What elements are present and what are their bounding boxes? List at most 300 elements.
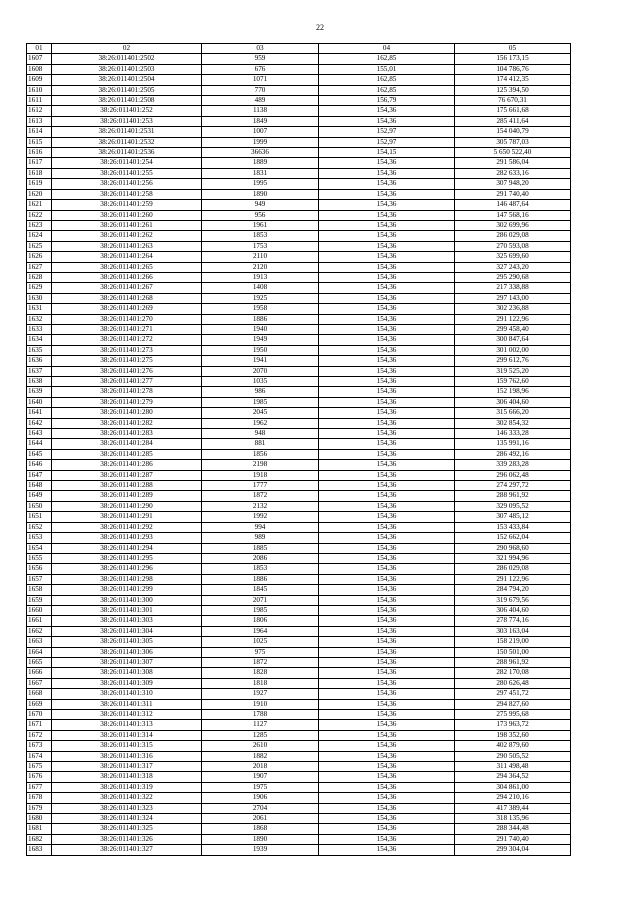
cadastral-value-cell: 301 002,00 bbox=[455, 345, 571, 355]
table-row bbox=[27, 834, 571, 844]
row-number-cell: 1651 bbox=[27, 512, 52, 522]
specific-value-cell: 154,36 bbox=[319, 574, 455, 584]
cadastral-number-cell: 38:26:011401:264 bbox=[52, 252, 202, 262]
area-cell: 2132 bbox=[202, 501, 319, 511]
cadastral-number-cell: 38:26:011401:303 bbox=[52, 616, 202, 626]
row-number-cell: 1662 bbox=[27, 626, 52, 636]
cadastral-number-cell: 38:26:011401:318 bbox=[52, 772, 202, 782]
row-number-cell: 1642 bbox=[27, 418, 52, 428]
specific-value-cell: 154,36 bbox=[319, 741, 455, 751]
specific-value-cell: 154,36 bbox=[319, 377, 455, 387]
area-cell: 1906 bbox=[202, 793, 319, 803]
row-number-cell: 1679 bbox=[27, 803, 52, 813]
row-number-cell: 1682 bbox=[27, 834, 52, 844]
cadastral-number-cell: 38:26:011401:275 bbox=[52, 356, 202, 366]
row-number-cell: 1675 bbox=[27, 762, 52, 772]
table-row bbox=[27, 782, 571, 792]
specific-value-cell: 154,36 bbox=[319, 720, 455, 730]
cadastral-value-cell: 307 948,20 bbox=[455, 179, 571, 189]
table-row bbox=[27, 522, 571, 532]
area-cell: 1985 bbox=[202, 397, 319, 407]
cadastral-number-cell: 38:26:011401:2505 bbox=[52, 85, 202, 95]
specific-value-cell: 154,36 bbox=[319, 637, 455, 647]
cadastral-value-cell: 286 492,16 bbox=[455, 449, 571, 459]
specific-value-cell: 154,36 bbox=[319, 324, 455, 334]
table-row bbox=[27, 637, 571, 647]
table-row bbox=[27, 481, 571, 491]
area-cell: 676 bbox=[202, 64, 319, 74]
cadastral-value-cell: 296 062,48 bbox=[455, 470, 571, 480]
cadastral-number-cell: 38:26:011401:298 bbox=[52, 574, 202, 584]
row-number-cell: 1613 bbox=[27, 116, 52, 126]
area-cell: 1949 bbox=[202, 335, 319, 345]
cadastral-number-cell: 38:26:011401:271 bbox=[52, 324, 202, 334]
area-cell: 36636 bbox=[202, 148, 319, 158]
area-cell: 1886 bbox=[202, 314, 319, 324]
specific-value-cell: 154,36 bbox=[319, 470, 455, 480]
row-number-cell: 1615 bbox=[27, 137, 52, 147]
row-number-cell: 1634 bbox=[27, 335, 52, 345]
cadastral-number-cell: 38:26:011401:280 bbox=[52, 408, 202, 418]
table-row bbox=[27, 595, 571, 605]
cadastral-number-cell: 38:26:011401:258 bbox=[52, 189, 202, 199]
area-cell: 1889 bbox=[202, 158, 319, 168]
table-row bbox=[27, 366, 571, 376]
cadastral-number-cell: 38:26:011401:315 bbox=[52, 741, 202, 751]
row-number-cell: 1663 bbox=[27, 637, 52, 647]
cadastral-number-cell: 38:26:011401:273 bbox=[52, 345, 202, 355]
cadastral-value-cell: 286 029,08 bbox=[455, 231, 571, 241]
cadastral-value-cell: 159 762,60 bbox=[455, 377, 571, 387]
cadastral-value-cell: 319 679,56 bbox=[455, 595, 571, 605]
area-cell: 948 bbox=[202, 429, 319, 439]
cadastral-number-cell: 38:26:011401:292 bbox=[52, 522, 202, 532]
cadastral-number-cell: 38:26:011401:2504 bbox=[52, 75, 202, 85]
area-cell: 2071 bbox=[202, 595, 319, 605]
cadastral-value-cell: 291 740,40 bbox=[455, 189, 571, 199]
cadastral-number-cell: 38:26:011401:256 bbox=[52, 179, 202, 189]
table-row bbox=[27, 220, 571, 230]
cadastral-value-cell: 146 333,28 bbox=[455, 429, 571, 439]
area-cell: 1285 bbox=[202, 730, 319, 740]
table-row bbox=[27, 168, 571, 178]
area-cell: 1845 bbox=[202, 585, 319, 595]
table-row bbox=[27, 304, 571, 314]
cadastral-number-cell: 38:26:011401:283 bbox=[52, 429, 202, 439]
cadastral-number-cell: 38:26:011401:286 bbox=[52, 460, 202, 470]
area-cell: 2704 bbox=[202, 803, 319, 813]
specific-value-cell: 154,36 bbox=[319, 387, 455, 397]
cadastral-number-cell: 38:26:011401:272 bbox=[52, 335, 202, 345]
cadastral-number-cell: 38:26:011401:278 bbox=[52, 387, 202, 397]
specific-value-cell: 154,36 bbox=[319, 366, 455, 376]
row-number-cell: 1644 bbox=[27, 439, 52, 449]
table-row bbox=[27, 283, 571, 293]
specific-value-cell: 154,36 bbox=[319, 106, 455, 116]
cadastral-number-cell: 38:26:011401:252 bbox=[52, 106, 202, 116]
specific-value-cell: 154,36 bbox=[319, 501, 455, 511]
cadastral-value-cell: 288 344,48 bbox=[455, 824, 571, 834]
table-row bbox=[27, 377, 571, 387]
page-number: 22 bbox=[316, 23, 324, 32]
specific-value-cell: 162,85 bbox=[319, 75, 455, 85]
row-number-cell: 1636 bbox=[27, 356, 52, 366]
row-number-cell: 1622 bbox=[27, 210, 52, 220]
cadastral-value-cell: 306 404,60 bbox=[455, 397, 571, 407]
area-cell: 770 bbox=[202, 85, 319, 95]
table-row bbox=[27, 668, 571, 678]
specific-value-cell: 154,36 bbox=[319, 647, 455, 657]
table-row bbox=[27, 158, 571, 168]
specific-value-cell: 154,36 bbox=[319, 793, 455, 803]
specific-value-cell: 154,36 bbox=[319, 803, 455, 813]
cadastral-number-cell: 38:26:011401:270 bbox=[52, 314, 202, 324]
specific-value-cell: 162,85 bbox=[319, 54, 455, 64]
row-number-cell: 1608 bbox=[27, 64, 52, 74]
cadastral-number-cell: 38:26:011401:277 bbox=[52, 377, 202, 387]
specific-value-cell: 154,36 bbox=[319, 595, 455, 605]
area-cell: 1777 bbox=[202, 481, 319, 491]
cadastral-value-cell: 198 352,60 bbox=[455, 730, 571, 740]
cadastral-number-cell: 38:26:011401:307 bbox=[52, 657, 202, 667]
cadastral-value-cell: 294 364,52 bbox=[455, 772, 571, 782]
specific-value-cell: 154,36 bbox=[319, 533, 455, 543]
cadastral-value-cell: 299 304,04 bbox=[455, 845, 571, 855]
table-row bbox=[27, 793, 571, 803]
row-number-cell: 1653 bbox=[27, 533, 52, 543]
cadastral-number-cell: 38:26:011401:2502 bbox=[52, 54, 202, 64]
area-cell: 1961 bbox=[202, 220, 319, 230]
table-row bbox=[27, 449, 571, 459]
specific-value-cell: 154,36 bbox=[319, 751, 455, 761]
table-row bbox=[27, 356, 571, 366]
specific-value-cell: 154,36 bbox=[319, 252, 455, 262]
specific-value-cell: 154,15 bbox=[319, 148, 455, 158]
specific-value-cell: 152,97 bbox=[319, 127, 455, 137]
specific-value-cell: 154,36 bbox=[319, 283, 455, 293]
specific-value-cell: 154,36 bbox=[319, 210, 455, 220]
cadastral-number-cell: 38:26:011401:304 bbox=[52, 626, 202, 636]
cadastral-number-cell: 38:26:011401:309 bbox=[52, 678, 202, 688]
specific-value-cell: 154,36 bbox=[319, 439, 455, 449]
area-cell: 1138 bbox=[202, 106, 319, 116]
area-cell: 1962 bbox=[202, 418, 319, 428]
table-row bbox=[27, 720, 571, 730]
cadastral-number-cell: 38:26:011401:322 bbox=[52, 793, 202, 803]
cadastral-number-cell: 38:26:011401:254 bbox=[52, 158, 202, 168]
table-row bbox=[27, 605, 571, 615]
specific-value-cell: 154,36 bbox=[319, 356, 455, 366]
specific-value-cell: 154,36 bbox=[319, 158, 455, 168]
specific-value-cell: 154,36 bbox=[319, 241, 455, 251]
area-cell: 1999 bbox=[202, 137, 319, 147]
cadastral-value-cell: 285 411,64 bbox=[455, 116, 571, 126]
cadastral-value-cell: 76 670,31 bbox=[455, 96, 571, 106]
cadastral-value-cell: 325 699,60 bbox=[455, 252, 571, 262]
cadastral-number-cell: 38:26:011401:2536 bbox=[52, 148, 202, 158]
row-number-cell: 1666 bbox=[27, 668, 52, 678]
cadastral-value-cell: 402 879,60 bbox=[455, 741, 571, 751]
area-cell: 881 bbox=[202, 439, 319, 449]
cadastral-number-cell: 38:26:011401:296 bbox=[52, 564, 202, 574]
row-number-cell: 1661 bbox=[27, 616, 52, 626]
row-number-cell: 1620 bbox=[27, 189, 52, 199]
cadastral-value-cell: 217 338,88 bbox=[455, 283, 571, 293]
area-cell: 1964 bbox=[202, 626, 319, 636]
cadastral-value-cell: 311 498,48 bbox=[455, 762, 571, 772]
cadastral-value-cell: 294 210,16 bbox=[455, 793, 571, 803]
cadastral-value-cell: 291 122,96 bbox=[455, 314, 571, 324]
cadastral-value-cell: 306 404,60 bbox=[455, 605, 571, 615]
specific-value-cell: 154,36 bbox=[319, 512, 455, 522]
specific-value-cell: 155,01 bbox=[319, 64, 455, 74]
area-cell: 1885 bbox=[202, 543, 319, 553]
table-row bbox=[27, 803, 571, 813]
row-number-cell: 1650 bbox=[27, 501, 52, 511]
table-row bbox=[27, 54, 571, 64]
table-row bbox=[27, 678, 571, 688]
row-number-cell: 1657 bbox=[27, 574, 52, 584]
table-row bbox=[27, 699, 571, 709]
cadastral-value-cell: 321 994,96 bbox=[455, 553, 571, 563]
area-cell: 1913 bbox=[202, 272, 319, 282]
row-number-cell: 1676 bbox=[27, 772, 52, 782]
area-cell: 1950 bbox=[202, 345, 319, 355]
table-row bbox=[27, 470, 571, 480]
area-cell: 1806 bbox=[202, 616, 319, 626]
cadastral-number-cell: 38:26:011401:288 bbox=[52, 481, 202, 491]
specific-value-cell: 154,36 bbox=[319, 814, 455, 824]
column-header-04: 04 bbox=[319, 44, 455, 54]
cadastral-value-cell: 152 662,04 bbox=[455, 533, 571, 543]
table-row bbox=[27, 574, 571, 584]
area-cell: 1992 bbox=[202, 512, 319, 522]
cadastral-number-cell: 38:26:011401:325 bbox=[52, 824, 202, 834]
table-row bbox=[27, 252, 571, 262]
row-number-cell: 1681 bbox=[27, 824, 52, 834]
row-number-cell: 1641 bbox=[27, 408, 52, 418]
table-row bbox=[27, 501, 571, 511]
cadastral-value-cell: 153 433,84 bbox=[455, 522, 571, 532]
table-row bbox=[27, 272, 571, 282]
cadastral-value-cell: 327 243,20 bbox=[455, 262, 571, 272]
table-row bbox=[27, 127, 571, 137]
cadastral-value-cell: 318 135,96 bbox=[455, 814, 571, 824]
cadastral-number-cell: 38:26:011401:294 bbox=[52, 543, 202, 553]
specific-value-cell: 154,36 bbox=[319, 668, 455, 678]
cadastral-number-cell: 38:26:011401:291 bbox=[52, 512, 202, 522]
table-row bbox=[27, 262, 571, 272]
area-cell: 986 bbox=[202, 387, 319, 397]
specific-value-cell: 154,36 bbox=[319, 200, 455, 210]
cadastral-value-cell: 291 122,96 bbox=[455, 574, 571, 584]
row-number-cell: 1639 bbox=[27, 387, 52, 397]
table-row bbox=[27, 293, 571, 303]
cadastral-number-cell: 38:26:011401:261 bbox=[52, 220, 202, 230]
specific-value-cell: 154,36 bbox=[319, 699, 455, 709]
specific-value-cell: 154,36 bbox=[319, 168, 455, 178]
cadastral-value-cell: 329 095,52 bbox=[455, 501, 571, 511]
row-number-cell: 1677 bbox=[27, 782, 52, 792]
specific-value-cell: 154,36 bbox=[319, 189, 455, 199]
area-cell: 2018 bbox=[202, 762, 319, 772]
cadastral-number-cell: 38:26:011401:300 bbox=[52, 595, 202, 605]
area-cell: 1890 bbox=[202, 834, 319, 844]
cadastral-value-cell: 290 505,52 bbox=[455, 751, 571, 761]
row-number-cell: 1614 bbox=[27, 127, 52, 137]
area-cell: 1035 bbox=[202, 377, 319, 387]
table-row bbox=[27, 585, 571, 595]
row-number-cell: 1669 bbox=[27, 699, 52, 709]
area-cell: 1941 bbox=[202, 356, 319, 366]
cadastral-number-cell: 38:26:011401:263 bbox=[52, 241, 202, 251]
table-row bbox=[27, 200, 571, 210]
cadastral-value-cell: 274 297,72 bbox=[455, 481, 571, 491]
cadastral-value-cell: 319 525,20 bbox=[455, 366, 571, 376]
row-number-cell: 1652 bbox=[27, 522, 52, 532]
area-cell: 1408 bbox=[202, 283, 319, 293]
specific-value-cell: 154,36 bbox=[319, 762, 455, 772]
cadastral-number-cell: 38:26:011401:310 bbox=[52, 689, 202, 699]
specific-value-cell: 154,36 bbox=[319, 657, 455, 667]
cadastral-number-cell: 38:26:011401:268 bbox=[52, 293, 202, 303]
table-row bbox=[27, 231, 571, 241]
cadastral-table bbox=[26, 43, 571, 856]
area-cell: 989 bbox=[202, 533, 319, 543]
table-row bbox=[27, 335, 571, 345]
row-number-cell: 1609 bbox=[27, 75, 52, 85]
cadastral-number-cell: 38:26:011401:289 bbox=[52, 491, 202, 501]
specific-value-cell: 154,36 bbox=[319, 314, 455, 324]
cadastral-value-cell: 288 961,92 bbox=[455, 491, 571, 501]
row-number-cell: 1678 bbox=[27, 793, 52, 803]
row-number-cell: 1648 bbox=[27, 481, 52, 491]
specific-value-cell: 154,36 bbox=[319, 116, 455, 126]
area-cell: 1853 bbox=[202, 564, 319, 574]
cadastral-value-cell: 282 170,08 bbox=[455, 668, 571, 678]
table-row bbox=[27, 189, 571, 199]
cadastral-value-cell: 315 666,20 bbox=[455, 408, 571, 418]
area-cell: 1886 bbox=[202, 574, 319, 584]
specific-value-cell: 154,36 bbox=[319, 730, 455, 740]
area-cell: 1939 bbox=[202, 845, 319, 855]
column-header-03: 03 bbox=[202, 44, 319, 54]
table-row bbox=[27, 116, 571, 126]
cadastral-number-cell: 38:26:011401:276 bbox=[52, 366, 202, 376]
table-row bbox=[27, 345, 571, 355]
area-cell: 2610 bbox=[202, 741, 319, 751]
specific-value-cell: 154,36 bbox=[319, 231, 455, 241]
row-number-cell: 1611 bbox=[27, 96, 52, 106]
table-row bbox=[27, 418, 571, 428]
table-row bbox=[27, 96, 571, 106]
row-number-cell: 1646 bbox=[27, 460, 52, 470]
cadastral-number-cell: 38:26:011401:326 bbox=[52, 834, 202, 844]
cadastral-value-cell: 290 968,60 bbox=[455, 543, 571, 553]
table-row bbox=[27, 626, 571, 636]
area-cell: 1856 bbox=[202, 449, 319, 459]
cadastral-number-cell: 38:26:011401:260 bbox=[52, 210, 202, 220]
cadastral-number-cell: 38:26:011401:299 bbox=[52, 585, 202, 595]
cadastral-value-cell: 280 626,48 bbox=[455, 678, 571, 688]
table-row bbox=[27, 553, 571, 563]
cadastral-value-cell: 275 995,68 bbox=[455, 710, 571, 720]
specific-value-cell: 154,36 bbox=[319, 491, 455, 501]
table-row bbox=[27, 75, 571, 85]
cadastral-value-cell: 104 786,76 bbox=[455, 64, 571, 74]
row-number-cell: 1671 bbox=[27, 720, 52, 730]
table-row bbox=[27, 647, 571, 657]
cadastral-number-cell: 38:26:011401:323 bbox=[52, 803, 202, 813]
column-header-02: 02 bbox=[52, 44, 202, 54]
table-row bbox=[27, 491, 571, 501]
specific-value-cell: 154,36 bbox=[319, 834, 455, 844]
specific-value-cell: 154,36 bbox=[319, 564, 455, 574]
cadastral-number-cell: 38:26:011401:2531 bbox=[52, 127, 202, 137]
cadastral-value-cell: 152 198,96 bbox=[455, 387, 571, 397]
table-row bbox=[27, 730, 571, 740]
area-cell: 1918 bbox=[202, 470, 319, 480]
table-row bbox=[27, 564, 571, 574]
table-row bbox=[27, 210, 571, 220]
area-cell: 1910 bbox=[202, 699, 319, 709]
row-number-cell: 1638 bbox=[27, 377, 52, 387]
table-row bbox=[27, 64, 571, 74]
cadastral-number-cell: 38:26:011401:311 bbox=[52, 699, 202, 709]
table-row bbox=[27, 314, 571, 324]
row-number-cell: 1645 bbox=[27, 449, 52, 459]
specific-value-cell: 154,36 bbox=[319, 262, 455, 272]
area-cell: 1907 bbox=[202, 772, 319, 782]
row-number-cell: 1665 bbox=[27, 657, 52, 667]
cadastral-value-cell: 5 650 522,40 bbox=[455, 148, 571, 158]
table-row bbox=[27, 408, 571, 418]
cadastral-number-cell: 38:26:011401:305 bbox=[52, 637, 202, 647]
specific-value-cell: 154,36 bbox=[319, 772, 455, 782]
cadastral-value-cell: 173 963,72 bbox=[455, 720, 571, 730]
cadastral-value-cell: 339 283,28 bbox=[455, 460, 571, 470]
table-body bbox=[27, 54, 571, 855]
area-cell: 1925 bbox=[202, 293, 319, 303]
row-number-cell: 1627 bbox=[27, 262, 52, 272]
cadastral-number-cell: 38:26:011401:269 bbox=[52, 304, 202, 314]
area-cell: 975 bbox=[202, 647, 319, 657]
area-cell: 1958 bbox=[202, 304, 319, 314]
row-number-cell: 1658 bbox=[27, 585, 52, 595]
area-cell: 1975 bbox=[202, 782, 319, 792]
cadastral-value-cell: 302 699,96 bbox=[455, 220, 571, 230]
specific-value-cell: 154,36 bbox=[319, 710, 455, 720]
table-row bbox=[27, 148, 571, 158]
area-cell: 2045 bbox=[202, 408, 319, 418]
row-number-cell: 1649 bbox=[27, 491, 52, 501]
area-cell: 1872 bbox=[202, 657, 319, 667]
cadastral-number-cell: 38:26:011401:313 bbox=[52, 720, 202, 730]
cadastral-number-cell: 38:26:011401:301 bbox=[52, 605, 202, 615]
table-row bbox=[27, 439, 571, 449]
table-row bbox=[27, 179, 571, 189]
specific-value-cell: 154,36 bbox=[319, 585, 455, 595]
cadastral-value-cell: 154 040,79 bbox=[455, 127, 571, 137]
row-number-cell: 1624 bbox=[27, 231, 52, 241]
cadastral-number-cell: 38:26:011401:259 bbox=[52, 200, 202, 210]
specific-value-cell: 154,36 bbox=[319, 460, 455, 470]
cadastral-value-cell: 150 501,00 bbox=[455, 647, 571, 657]
cadastral-value-cell: 278 774,16 bbox=[455, 616, 571, 626]
cadastral-value-cell: 282 633,16 bbox=[455, 168, 571, 178]
row-number-cell: 1664 bbox=[27, 647, 52, 657]
row-number-cell: 1643 bbox=[27, 429, 52, 439]
